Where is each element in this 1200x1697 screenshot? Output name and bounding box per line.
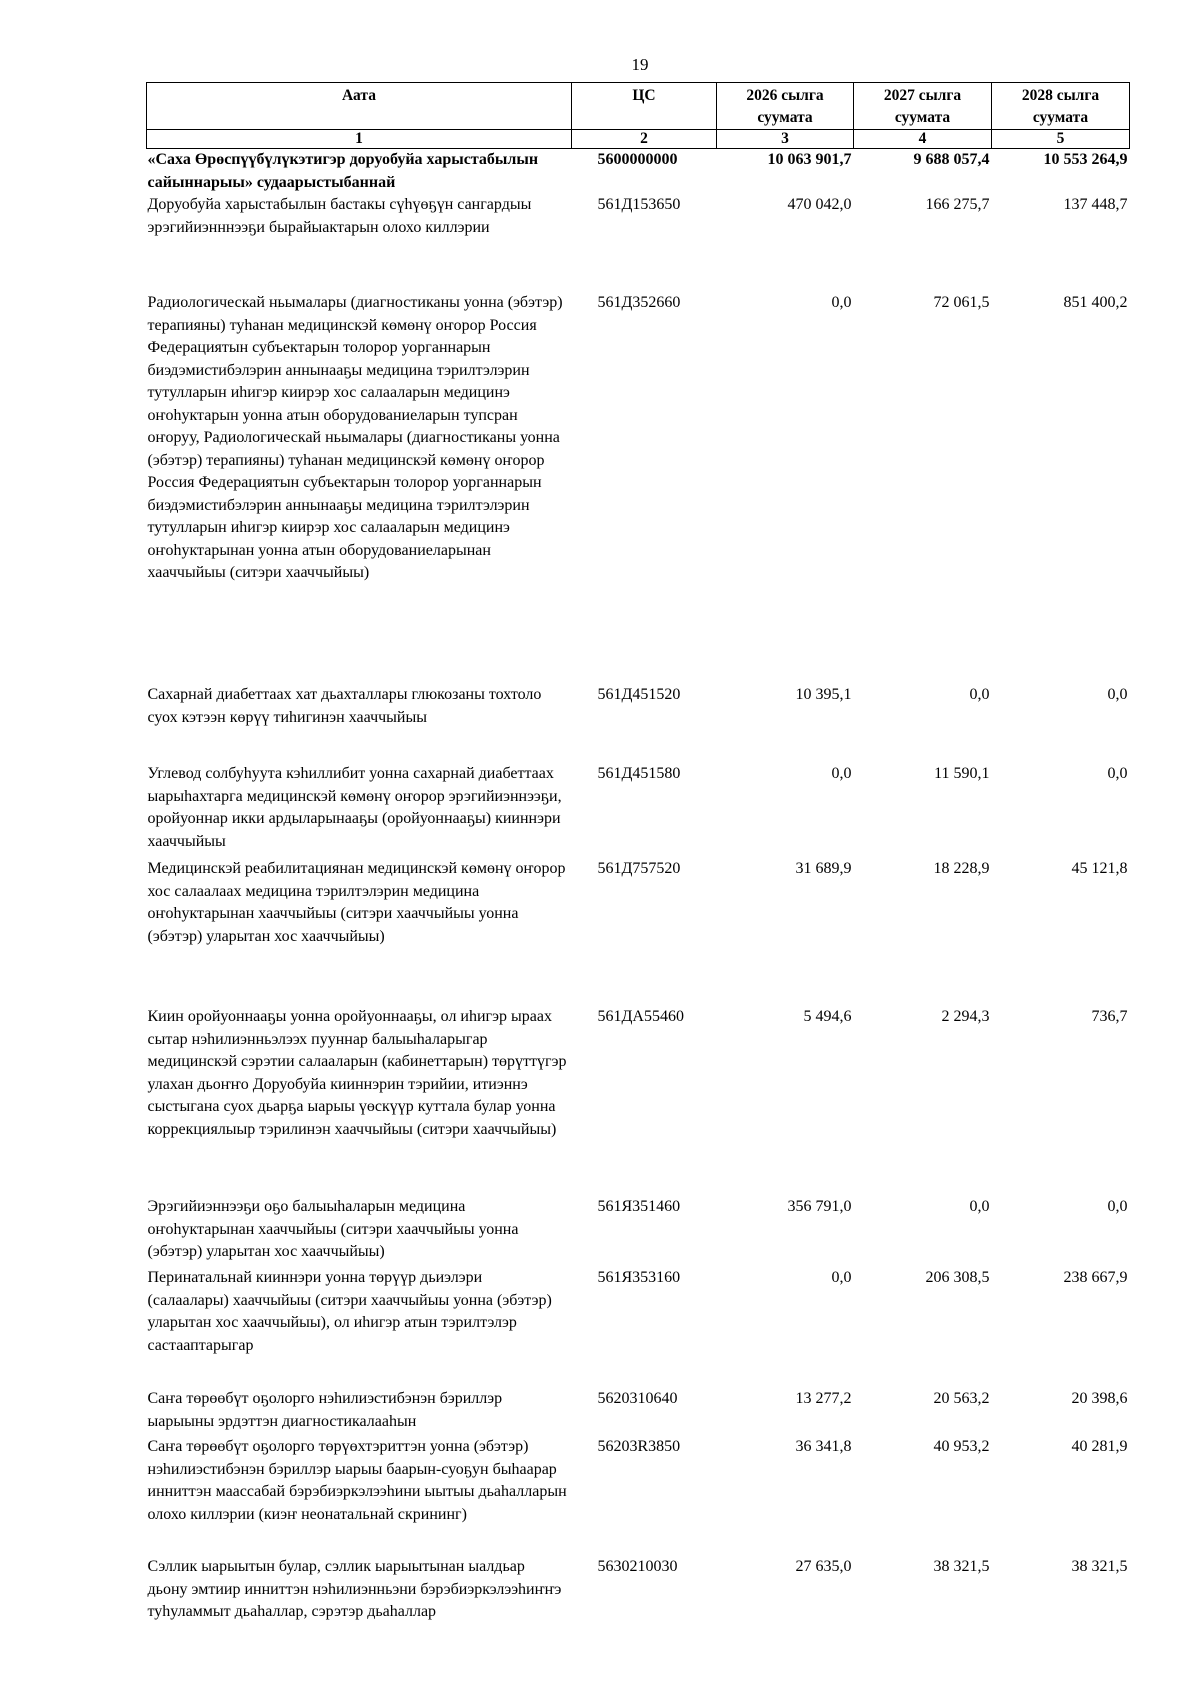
row-code: 5630210030: [597, 1558, 678, 1575]
row-code: 5620310640: [597, 1390, 678, 1407]
row-code: 561ДА55460: [597, 1008, 684, 1025]
table-row: [147, 292, 1130, 684]
row-value-2028: 0,0: [1107, 1198, 1128, 1215]
row-value-2027: 38 321,5: [933, 1558, 990, 1575]
row-code: 561Д757520: [597, 860, 681, 877]
row-name: Медицинскэй реабилитациянан медицинскэй көмөнү оҥорор хос салаалаах медицина тэрилтэлэрин медицина оҥоһуктарынан хааччыйыы (ситэри хааччыйыы уонна (эбэтэр) уларытан хос хааччыйыы): [147, 860, 566, 945]
row-value-2026: 10 395,1: [795, 686, 852, 703]
row-value-2028: 851 400,2: [1063, 294, 1128, 311]
row-value-2028: 238 667,9: [1063, 1269, 1128, 1286]
row-value-2027: 40 953,2: [933, 1438, 990, 1455]
row-value-2026: 10 063 901,7: [767, 151, 852, 168]
row-name: «Саха Өрөспүүбүлүкэтигэр доруобуйа харыстабылын сайыннарыы» судаарыстыбаннай: [147, 151, 539, 191]
table-row: [147, 1267, 1130, 1388]
table-row: [147, 1388, 1130, 1436]
header-code: ЦС: [572, 83, 717, 130]
table-row: [147, 1006, 1130, 1196]
table-row: [147, 1196, 1130, 1267]
row-value-2027: 2 294,3: [941, 1008, 990, 1025]
header-2028: 2028 сылга суумата: [992, 83, 1130, 130]
row-value-2028: 736,7: [1091, 1008, 1128, 1025]
row-value-2026: 36 341,8: [795, 1438, 852, 1455]
row-code: 561Д451580: [597, 765, 681, 782]
row-name: Углевод солбуһуута кэһиллибит уонна сахарнай диабеттаах ыарыһахтарга медицинскэй көмөнү оҥорор эрэгийиэннээҕи, оройуоннар икки ардыларынааҕы (оройуоннааҕы) кииннэри хааччыйыы: [147, 765, 562, 850]
row-value-2027: 11 590,1: [934, 765, 990, 782]
row-name: Сахарнай диабеттаах хат дьахталлары глюкозаны тохтоло суох кэтээн көрүү тиһигинэн хааччыйыы: [147, 686, 542, 726]
budget-table-container: [146, 82, 1129, 1624]
header-name: Аата: [147, 83, 572, 130]
row-value-2028: 0,0: [1107, 686, 1128, 703]
header-row: [147, 83, 1130, 130]
row-code: 56203R3850: [597, 1438, 681, 1455]
row-value-2027: 206 308,5: [925, 1269, 990, 1286]
row-value-2027: 9 688 057,4: [913, 151, 990, 168]
row-value-2026: 0,0: [831, 765, 852, 782]
table-row: [147, 1556, 1130, 1624]
column-number-2: 2: [572, 130, 717, 149]
row-value-2026: 470 042,0: [787, 196, 852, 213]
header-2027: 2027 сылга суумата: [854, 83, 992, 130]
row-value-2028: 10 553 264,9: [1043, 151, 1128, 168]
row-name: Саҥа төрөөбүт оҕолорго төрүөхтэриттэн уонна (эбэтэр) нэһилиэстибэнэн бэриллэр ыарыы баарын-суоҕун быһаарар инниттэн маассабай бэрэбиэркэлээһини ыытыы дьаһалларын олохо киллэрии (киэҥ неонатальнай скрининг): [147, 1438, 567, 1523]
table-row: [147, 1436, 1130, 1556]
row-name: Сэллик ыарыытын булар, сэллик ыарыытынан ыалдьар дьону эмтиир инниттэн нэһилиэнньэни бэрэбиэркэлээһиҥҥэ туһуламмыт дьаһаллар, сэрэтэр дьаһаллар: [147, 1558, 562, 1620]
column-number-row: [147, 130, 1130, 149]
row-value-2027: 0,0: [969, 1198, 990, 1215]
row-code: 561Д153650: [597, 196, 681, 213]
row-code: 5600000000: [597, 151, 678, 168]
column-number-1: 1: [147, 130, 572, 149]
row-value-2028: 20 398,6: [1071, 1390, 1128, 1407]
table-row: [147, 858, 1130, 1006]
row-code: 561Я351460: [597, 1198, 681, 1215]
budget-table: [146, 82, 1130, 1624]
row-code: 561Я353160: [597, 1269, 681, 1286]
table-row: [147, 763, 1130, 858]
row-value-2026: 0,0: [831, 1269, 852, 1286]
row-value-2028: 40 281,9: [1071, 1438, 1128, 1455]
row-name: Перинатальнай кииннэри уонна төрүүр дьиэлэри (салаалары) хааччыйыы (ситэри хааччыйыы уонна (эбэтэр) уларытан хос хааччыйыы), ол иһигэр атын тэрилтэлэр састааптарыгар: [147, 1269, 552, 1354]
row-value-2027: 0,0: [969, 686, 990, 703]
column-number-4: 4: [854, 130, 992, 149]
table-row: [147, 684, 1130, 763]
row-name: Радиологическай ньымалары (диагностиканы уонна (эбэтэр) терапияны) туһанан медицинскэй көмөнү оҥорор Россия Федерациятын субъектарын толорор уорганнарын биэдэмистибэлэрин аннынааҕы медицина тэрилтэлэрин тутулларын иһигэр киирэр хос салааларын медицинэ оҥоһуктарын уонна атын оборудованиеларын тупсран оҥоруу, Радиологическай ньымалары (диагностиканы уонна (эбэтэр) терапияны) туһанан медицинскэй көмөнү оҥорор Россия Федерациятын субъектарын толорор уорганнарын биэдэмистибэлэрин аннынааҕы медицина тэрилтэлэрин тутулларын иһигэр киирэр хос салааларын медицинэ оҥоһуктарынан уонна атын оборудованиеларынан хааччыйыы (ситэри хааччыйыы): [147, 294, 563, 581]
row-value-2027: 18 228,9: [933, 860, 990, 877]
row-value-2026: 31 689,9: [795, 860, 852, 877]
row-value-2026: 13 277,2: [795, 1390, 852, 1407]
row-code: 561Д352660: [597, 294, 681, 311]
row-value-2027: 72 061,5: [933, 294, 990, 311]
row-value-2028: 137 448,7: [1063, 196, 1128, 213]
table-row: [147, 149, 1130, 195]
row-value-2027: 166 275,7: [925, 196, 990, 213]
row-value-2028: 38 321,5: [1071, 1558, 1128, 1575]
row-value-2026: 27 635,0: [795, 1558, 852, 1575]
row-value-2026: 356 791,0: [787, 1198, 852, 1215]
row-code: 561Д451520: [597, 686, 681, 703]
column-number-3: 3: [717, 130, 854, 149]
row-name: Саҥа төрөөбүт оҕолорго нэһилиэстибэнэн бэриллэр ыарыыны эрдэттэн диагностикалааһын: [147, 1390, 503, 1430]
row-value-2027: 20 563,2: [933, 1390, 990, 1407]
column-number-5: 5: [992, 130, 1130, 149]
row-name: Доруобуйа харыстабылын бастакы сүһүөҕүн сангардыы эрэгийиэнннээҕи бырайыактарын олохо киллэрии: [147, 196, 532, 236]
header-2026: 2026 сылга суумата: [717, 83, 854, 130]
row-name: Эрэгийиэннээҕи оҕо балыыһаларын медицина оҥоһуктарынан хааччыйыы (ситэри хааччыйыы уонна (эбэтэр) уларытан хос хааччыйыы): [147, 1198, 519, 1260]
page-number: 19: [631, 55, 649, 74]
row-name: Киин оройуоннааҕы уонна оройуоннааҕы, ол иһигэр ыраах сытар нэһилиэнньэлээх пууннар балыыһаларыгар медицинскэй сэрэтии салааларын (кабинеттарын) төрүттүгэр улахан дьоҥҥо Доруобуйа кииннэрин тэрийии, итиэннэ сыстыгана суох дьарҕа ыарыы үөскүүр куттала булар уонна коррекциялыыр тэрилинэн хааччыйыы (ситэри хааччыйыы): [147, 1008, 567, 1138]
table-row: [147, 194, 1130, 292]
row-value-2028: 0,0: [1107, 765, 1128, 782]
row-value-2026: 0,0: [831, 294, 852, 311]
row-value-2026: 5 494,6: [803, 1008, 852, 1025]
row-value-2028: 45 121,8: [1071, 860, 1128, 877]
